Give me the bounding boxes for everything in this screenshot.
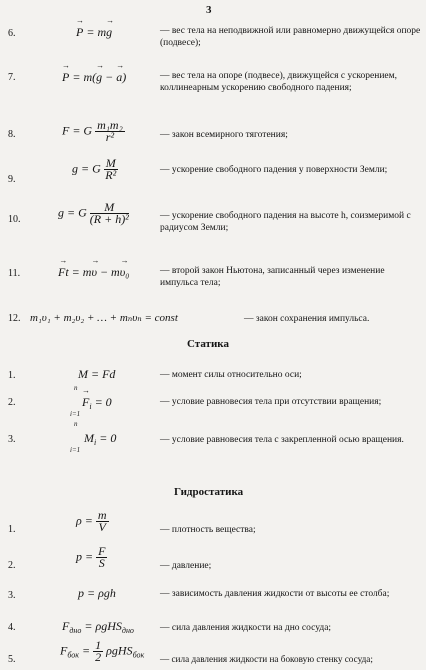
formula-gravity-at-height: g = G $\frac{M}{\text{(R + h)²}}$ <box>58 200 129 226</box>
formula-weight-accelerated: → P = m(→ g − → a) <box>62 70 126 85</box>
description: — ускорение свободного падения у поверхности Земли; <box>160 165 388 175</box>
formula-weight-static: → P = m→ g <box>76 25 112 40</box>
description: — зависимость давления жидкости от высоты ее столба; <box>160 589 390 599</box>
formula-newton-second-law: → Ft = m→ υ − m→ υ₀ <box>58 265 129 280</box>
description: — закон сохранения импульса. <box>244 314 370 324</box>
formula-bottom-force: $F_{дно} = \rho gHS_{дно}$ <box>62 619 134 635</box>
item-number: 8. <box>8 129 16 140</box>
formula-surface-gravity: g = G $\frac{M}{\text{R²}}$ <box>72 156 117 182</box>
item-number: 9. <box>8 174 16 185</box>
description: — вес тела на неподвижной или равномерно движущейся опоре (подвесе); <box>160 26 421 48</box>
description: — давление; <box>160 561 212 571</box>
description: — плотность вещества; <box>160 525 256 535</box>
item-number: 12. <box>8 313 21 324</box>
formula-hydrostatic-pressure: p = ρgh <box>78 586 116 600</box>
item-number: 11. <box>8 268 21 279</box>
item-number: 3. <box>8 434 16 445</box>
item-number: 10. <box>8 214 21 225</box>
description: — условие равновесия тела при отсутствии вращения; <box>160 397 382 407</box>
item-number: 7. <box>8 72 16 83</box>
item-number: 1. <box>8 370 16 381</box>
formula-density: ρ = $\frac{m}{V}$ <box>76 508 107 534</box>
item-number: 3. <box>8 590 16 601</box>
formula-torque: M = Fd <box>78 367 116 381</box>
description: — условие равновесия тела с закрепленной осью вращения. <box>160 435 404 445</box>
description: — вес тела на опоре (подвесе), движущейся с ускорением, коллинеарным ускорению свободного падения; <box>160 71 398 93</box>
item-number: 5. <box>8 654 16 665</box>
section-title-statics: Статика <box>187 338 229 350</box>
formula-side-force: $F_{бок}$ = $\frac{1}{2}$ ρgHS$_{бок}$ <box>60 638 145 664</box>
description: — второй закон Ньютона, записанный через изменение импульса тела; <box>160 266 385 288</box>
description: — закон всемирного тяготения; <box>160 130 288 140</box>
formula-momentum-conservation: m₁υ₁ + m₂υ₂ + … + mₙυₙ = const <box>30 312 178 324</box>
item-number: 6. <box>8 28 16 39</box>
description: — момент силы относительно оси; <box>160 370 302 380</box>
page-number: 3 <box>206 4 212 16</box>
formula-gravitation-law: F = G $\frac{\text{m₁m₂}}{\text{r²}}$ <box>62 118 123 144</box>
item-number: 2. <box>8 560 16 571</box>
item-number: 2. <box>8 397 16 408</box>
formula-pressure: p = $\frac{F}{S}$ <box>76 544 106 570</box>
description: — сила давления жидкости на дно сосуда; <box>160 623 332 633</box>
description: — ускорение свободного падения на высоте h, соизмеримой с радиусом Земли; <box>160 211 411 233</box>
item-number: 4. <box>8 622 16 633</box>
item-number: 1. <box>8 524 16 535</box>
section-title-hydrostatics: Гидростатика <box>174 486 244 498</box>
description: — сила давления жидкости на боковую стенку сосуда; <box>160 654 373 664</box>
